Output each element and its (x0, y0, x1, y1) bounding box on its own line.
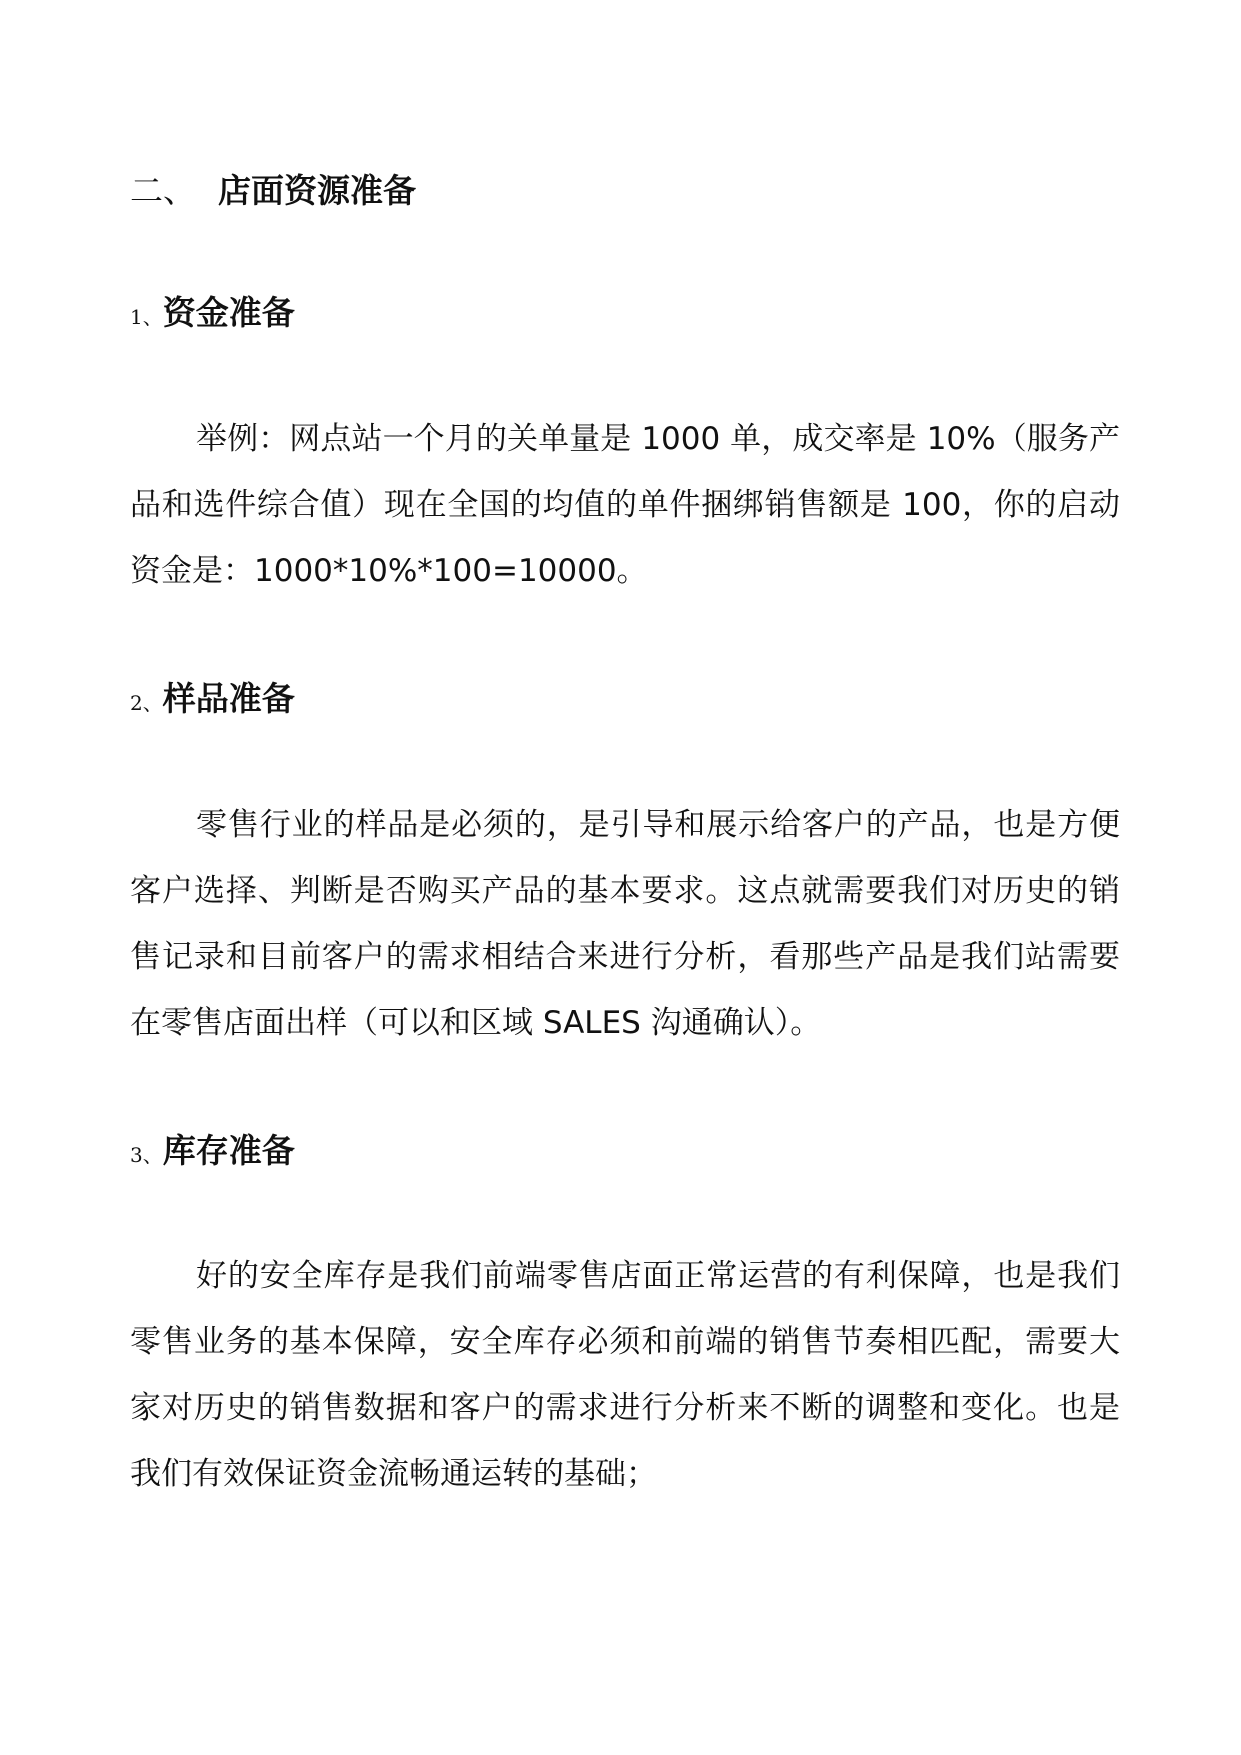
section-2-heading (130, 676, 295, 726)
section-2-paragraph: 零售行业的样品是必须的，是引导和展示给客户的产品，也是方便客户选择、判断是否购买产品的基本要求。这点就需要我们对历史的销售记录和目前客户的需求相结合来进行分析，看那些产品是我们站需要在零售店面出样（可以和区域 SALES 沟通确认）。 (130, 807, 1120, 1041)
section-3-heading (130, 1128, 295, 1178)
section-1-number: 1、 (130, 305, 163, 329)
section-2-number: 2、 (130, 691, 163, 715)
main-heading-title: 店面资源准备 (218, 171, 416, 210)
section-3-paragraph: 好的安全库存是我们前端零售店面正常运营的有利保障，也是我们零售业务的基本保障，安全库存必须和前端的销售节奏相匹配，需要大家对历史的销售数据和客户的需求进行分析来不断的调整和变化。也是我们有效保证资金流畅通运转的基础； (130, 1258, 1120, 1492)
section-1-heading (130, 290, 295, 340)
section-1-title: 资金准备 (162, 293, 295, 332)
section-3-title: 库存准备 (162, 1131, 295, 1170)
main-heading (130, 168, 416, 214)
section-3-number: 3、 (130, 1143, 163, 1167)
section-2-title: 样品准备 (162, 679, 295, 718)
main-heading-number: 二、 (130, 171, 196, 210)
section-1-paragraph: 举例：网点站一个月的关单量是 1000 单，成交率是 10%（服务产品和选件综合值）现在全国的均值的单件捆绑销售额是 100，你的启动资金是：1000*10%*100=10000。 (130, 421, 1120, 589)
